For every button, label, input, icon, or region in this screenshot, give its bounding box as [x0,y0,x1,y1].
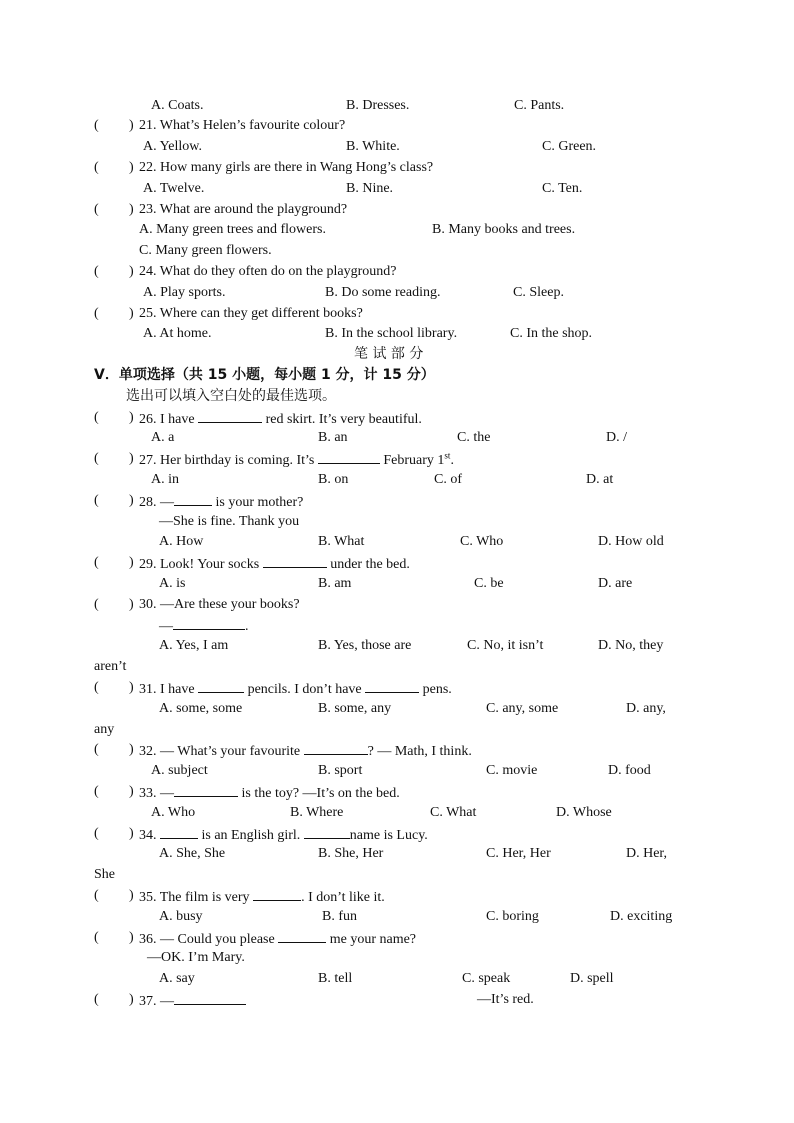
q32-option-d: D. food [608,763,651,778]
question-text-end: ? — Math, I think. [367,744,472,759]
section-heading: V．单项选择（共 15 小题，每小题 1 分，计 15 分） [94,367,435,383]
answer-paren-open: ( [94,992,99,1007]
q28-reply: —She is fine. Thank you [159,514,300,529]
q24-option-a: A. Play sports. [143,285,226,300]
question-text: 33. — [139,786,174,801]
answer-blank [278,929,326,943]
question-text-end: name is Lucy. [349,828,428,843]
q28-option-c: C. Who [460,534,504,549]
answer-blank [263,554,327,568]
question-text-mid: is an English girl. [198,828,304,843]
q30-option-b: B. Yes, those are [318,638,412,653]
answer-paren-close: ) [129,493,134,508]
q34-option-b: B. She, Her [318,846,384,861]
answer-paren-close: ) [129,826,134,841]
q29-option-c: C. be [474,576,504,591]
question-text: 37. — [139,994,174,1009]
question-text: 26. I have [139,412,199,427]
answer-blank [174,492,212,506]
answer-blank-2 [365,679,419,693]
q25-option-c: C. In the shop. [510,326,593,341]
q30-reply [159,616,249,636]
q20-option-c: C. Pants. [514,98,565,113]
answer-blank [304,741,368,755]
answer-blank-1 [198,679,244,693]
q30-option-d: D. No, they [598,638,664,653]
question-text: 23. What are around the playground? [139,202,348,217]
answer-paren-open: ( [94,826,99,841]
q29-option-d: D. are [598,576,633,591]
answer-paren-open: ( [94,160,99,175]
q37-reply: —It’s red. [477,992,534,1007]
q35-option-a: A. busy [159,909,203,924]
q21-option-b: B. White. [346,139,400,154]
q31-option-c: C. any, some [486,701,559,716]
question-text-end: . I don’t like it. [301,890,385,905]
q24-option-b: B. Do some reading. [325,285,441,300]
answer-paren-open: ( [94,264,99,279]
q36-option-d: D. spell [570,971,614,986]
q26-option-d: D. / [606,430,627,445]
answer-paren-close: ) [129,742,134,757]
section-instruction: 选出可以填入空白处的最佳选项。 [126,388,336,404]
q34-option-d: D. Her, [626,846,668,861]
q29-option-b: B. am [318,576,352,591]
question-text-end: red skirt. It’s very beautiful. [262,412,422,427]
answer-paren-open: ( [94,118,99,133]
q28-option-d: D. How old [598,534,664,549]
answer-paren-close: ) [129,118,134,133]
q33-option-a: A. Who [151,805,196,820]
answer-paren-open: ( [94,306,99,321]
q22-option-b: B. Nine. [346,181,394,196]
q23-option-a: A. Many green trees and flowers. [139,222,326,237]
answer-blank [174,991,246,1005]
answer-paren-open: ( [94,784,99,799]
q23-option-b: B. Many books and trees. [432,222,576,237]
q27-option-b: B. on [318,472,349,487]
answer-paren-open: ( [94,410,99,425]
q32-option-b: B. sport [318,763,363,778]
question-text-end: pens. [419,682,452,697]
answer-paren-close: ) [129,680,134,695]
q26-option-b: B. an [318,430,348,445]
answer-paren-close: ) [129,930,134,945]
answer-paren-close: ) [129,992,134,1007]
q36-reply: —OK. I’m Mary. [147,950,245,965]
q35-option-b: B. fun [322,909,357,924]
q34-option-c: C. Her, Her [486,846,551,861]
question-text: 30. —Are these your books? [139,597,300,612]
q30-option-a: A. Yes, I am [159,638,229,653]
answer-blank-1 [160,825,198,839]
answer-paren-close: ) [129,555,134,570]
question-text: 34. [139,828,160,843]
question-text-end: under the bed. [326,557,410,572]
answer-paren-open: ( [94,742,99,757]
reply-dash: — [159,619,173,634]
q24-option-c: C. Sleep. [513,285,564,300]
answer-paren-open: ( [94,451,99,466]
q28-option-a: A. How [159,534,204,549]
answer-paren-open: ( [94,493,99,508]
answer-paren-close: ) [129,306,134,321]
question-text: 32. — What’s your favourite [139,744,304,759]
q25-option-b: B. In the school library. [325,326,458,341]
q36-option-a: A. say [159,971,195,986]
q36-option-c: C. speak [462,971,511,986]
answer-blank-2 [304,825,350,839]
answer-paren-open: ( [94,202,99,217]
q23-option-c: C. Many green flowers. [139,243,272,258]
q27-option-a: A. in [151,472,179,487]
answer-blank [173,616,245,630]
answer-paren-close: ) [129,597,134,612]
question-text: 22. How many girls are there in Wang Hong’s class? [139,160,434,175]
q29-option-a: A. is [159,576,186,591]
question-text: 35. The film is very [139,890,254,905]
question-text-end: is your mother? [212,495,304,510]
question-text: 28. — [139,495,174,510]
answer-blank [318,450,380,464]
answer-paren-open: ( [94,930,99,945]
answer-paren-close: ) [129,784,134,799]
question-text: 36. — Could you please [139,932,279,947]
q26-option-c: C. the [457,430,491,445]
q33-option-d: D. Whose [556,805,612,820]
q31-option-b: B. some, any [318,701,392,716]
answer-paren-close: ) [129,888,134,903]
q34-option-a: A. She, She [159,846,226,861]
answer-paren-open: ( [94,680,99,695]
q22-option-c: C. Ten. [542,181,583,196]
question-text: 29. Look! Your socks [139,557,263,572]
answer-blank [253,887,301,901]
q20-option-b: B. Dresses. [346,98,410,113]
q22-option-a: A. Twelve. [143,181,205,196]
answer-paren-close: ) [129,410,134,425]
answer-paren-close: ) [129,202,134,217]
answer-paren-close: ) [129,160,134,175]
q36-option-b: B. tell [318,971,353,986]
q21-option-a: A. Yellow. [143,139,202,154]
q31-option-d-wrap: any [94,722,115,737]
answer-paren-close: ) [129,264,134,279]
question-text-end: is the toy? —It’s on the bed. [238,786,400,801]
q31-option-d: D. any, [626,701,666,716]
q32-option-c: C. movie [486,763,538,778]
q33-option-c: C. What [430,805,477,820]
ordinal-suffix: st [444,450,451,461]
q34-option-d-wrap: She [94,867,115,882]
q27-option-c: C. of [434,472,462,487]
q20-option-a: A. Coats. [151,98,204,113]
q28-option-b: B. What [318,534,365,549]
question-text: 27. Her birthday is coming. It’s [139,453,318,468]
q31-option-a: A. some, some [159,701,243,716]
q35-option-c: C. boring [486,909,539,924]
question-text: 24. What do they often do on the playground? [139,264,397,279]
q27-option-d: D. at [586,472,614,487]
question-text: 31. I have [139,682,199,697]
answer-paren-open: ( [94,597,99,612]
question-period: . [450,453,454,468]
answer-paren-open: ( [94,555,99,570]
answer-blank [174,783,238,797]
reply-period: . [245,619,249,634]
question-text: 25. Where can they get different books? [139,306,363,321]
written-part-title: 笔 试 部 分 [354,346,424,362]
answer-paren-close: ) [129,451,134,466]
question-text-mid: pencils. I don’t have [244,682,366,697]
answer-blank [198,409,262,423]
answer-paren-open: ( [94,888,99,903]
question-text: 21. What’s Helen’s favourite colour? [139,118,346,133]
q25-option-a: A. At home. [143,326,212,341]
q26-option-a: A. a [151,430,175,445]
q30-option-c: C. No, it isn’t [467,638,544,653]
question-text-end: me your name? [326,932,417,947]
question-text-end: February 1 [379,453,445,468]
q21-option-c: C. Green. [542,139,597,154]
q30-option-d-wrap: aren’t [94,659,127,674]
q35-option-d: D. exciting [610,909,673,924]
q33-option-b: B. Where [290,805,344,820]
q32-option-a: A. subject [151,763,208,778]
